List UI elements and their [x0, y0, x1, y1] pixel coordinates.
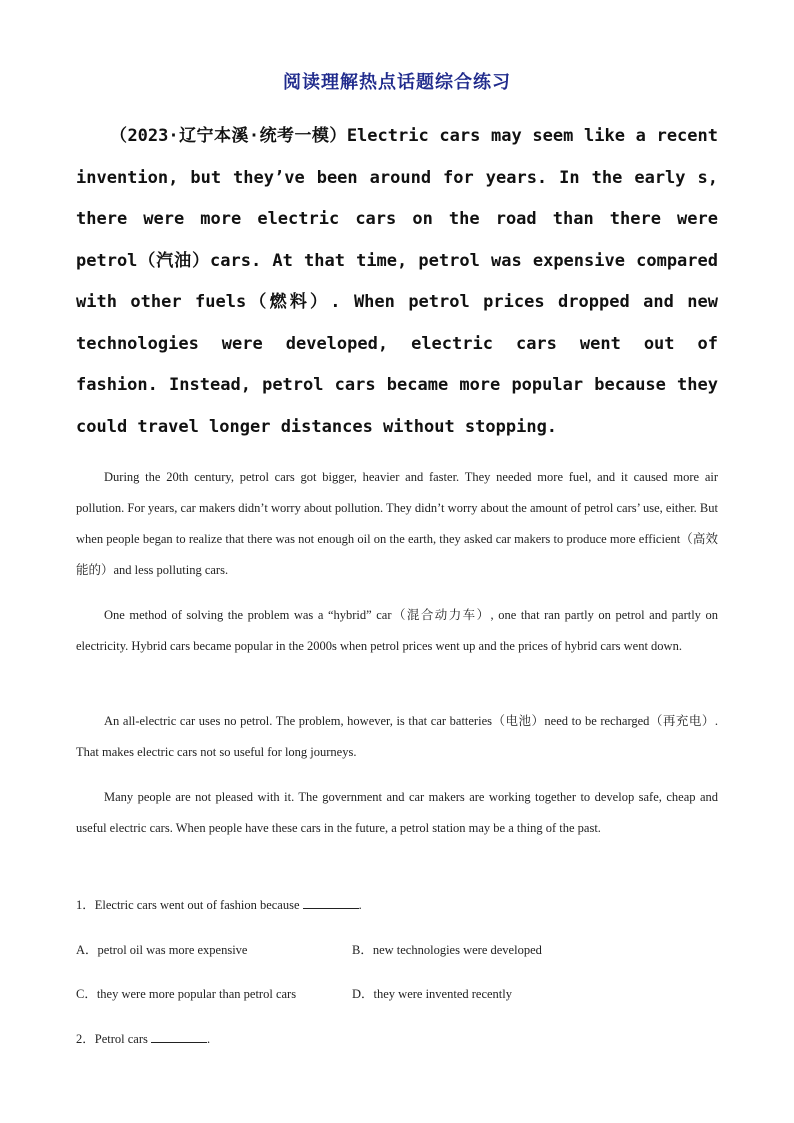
option-d[interactable]: D．they were invented recently: [352, 987, 513, 1001]
answer-blank: [151, 1030, 207, 1043]
option-b[interactable]: B．new technologies were developed: [352, 943, 542, 957]
option-c[interactable]: C．they were more popular than petrol cars: [76, 987, 297, 1001]
passage-paragraph-1: [76, 462, 718, 586]
passage-paragraph-4: [76, 782, 718, 844]
question-stem: 2．Petrol cars: [76, 1032, 148, 1046]
question-end: .: [358, 898, 362, 912]
option-a[interactable]: A．petrol oil was more expensive: [76, 943, 248, 957]
question-end: .: [206, 1032, 211, 1046]
question-stem: 1．Electric cars went out of fashion because: [76, 898, 300, 912]
paragraph-text: An all-electric car uses no petrol. The problem, however, is that car batteries（电池）need to be recharged（再充电）. That makes electric cars not so useful for long journeys.: [76, 714, 718, 759]
page-title: 阅读理解热点话题综合练习: [283, 72, 511, 93]
answer-blank: [303, 896, 359, 909]
intro-paragraph: [76, 116, 718, 448]
intro-text: （2023·辽宁本溪·统考一模）Electric cars may seem like a recent invention, but they’ve been around for years. In the early s, there were more electric cars on the road than there were petrol（汽油）cars. At that time, petrol was expensive compared with other fuels（燃料）. When petrol prices dropped and new technologies were developed, electric cars went out of fashion. Instead, petrol cars became more popular because they could travel longer distances without stopping.: [76, 126, 718, 437]
passage-paragraph-2: [76, 600, 718, 662]
paragraph-text: During the 20th century, petrol cars got bigger, heavier and faster. They needed more fuel, and it caused more air pollution. For years, car makers didn’t worry about pollution. They didn’t worry about the amount of petrol cars’ use, either. But when people began to realize that there was not enough oil on the earth, they asked car makers to produce more efficient（高效能的）and less polluting cars.: [76, 470, 718, 577]
paragraph-text: Many people are not pleased with it. The government and car makers are working together to develop safe, cheap and useful electric cars. When people have these cars in the future, a petrol station may be a thing of the past.: [76, 790, 718, 835]
passage-paragraph-3: [76, 706, 718, 768]
question-1: [76, 895, 362, 913]
question-2: [76, 1029, 210, 1047]
paragraph-text: One method of solving the problem was a “hybrid” car（混合动力车）, one that ran partly on petrol and partly on electricity. Hybrid cars became popular in the 2000s when petrol prices went up and the prices of hybrid cars went down.: [76, 608, 718, 653]
